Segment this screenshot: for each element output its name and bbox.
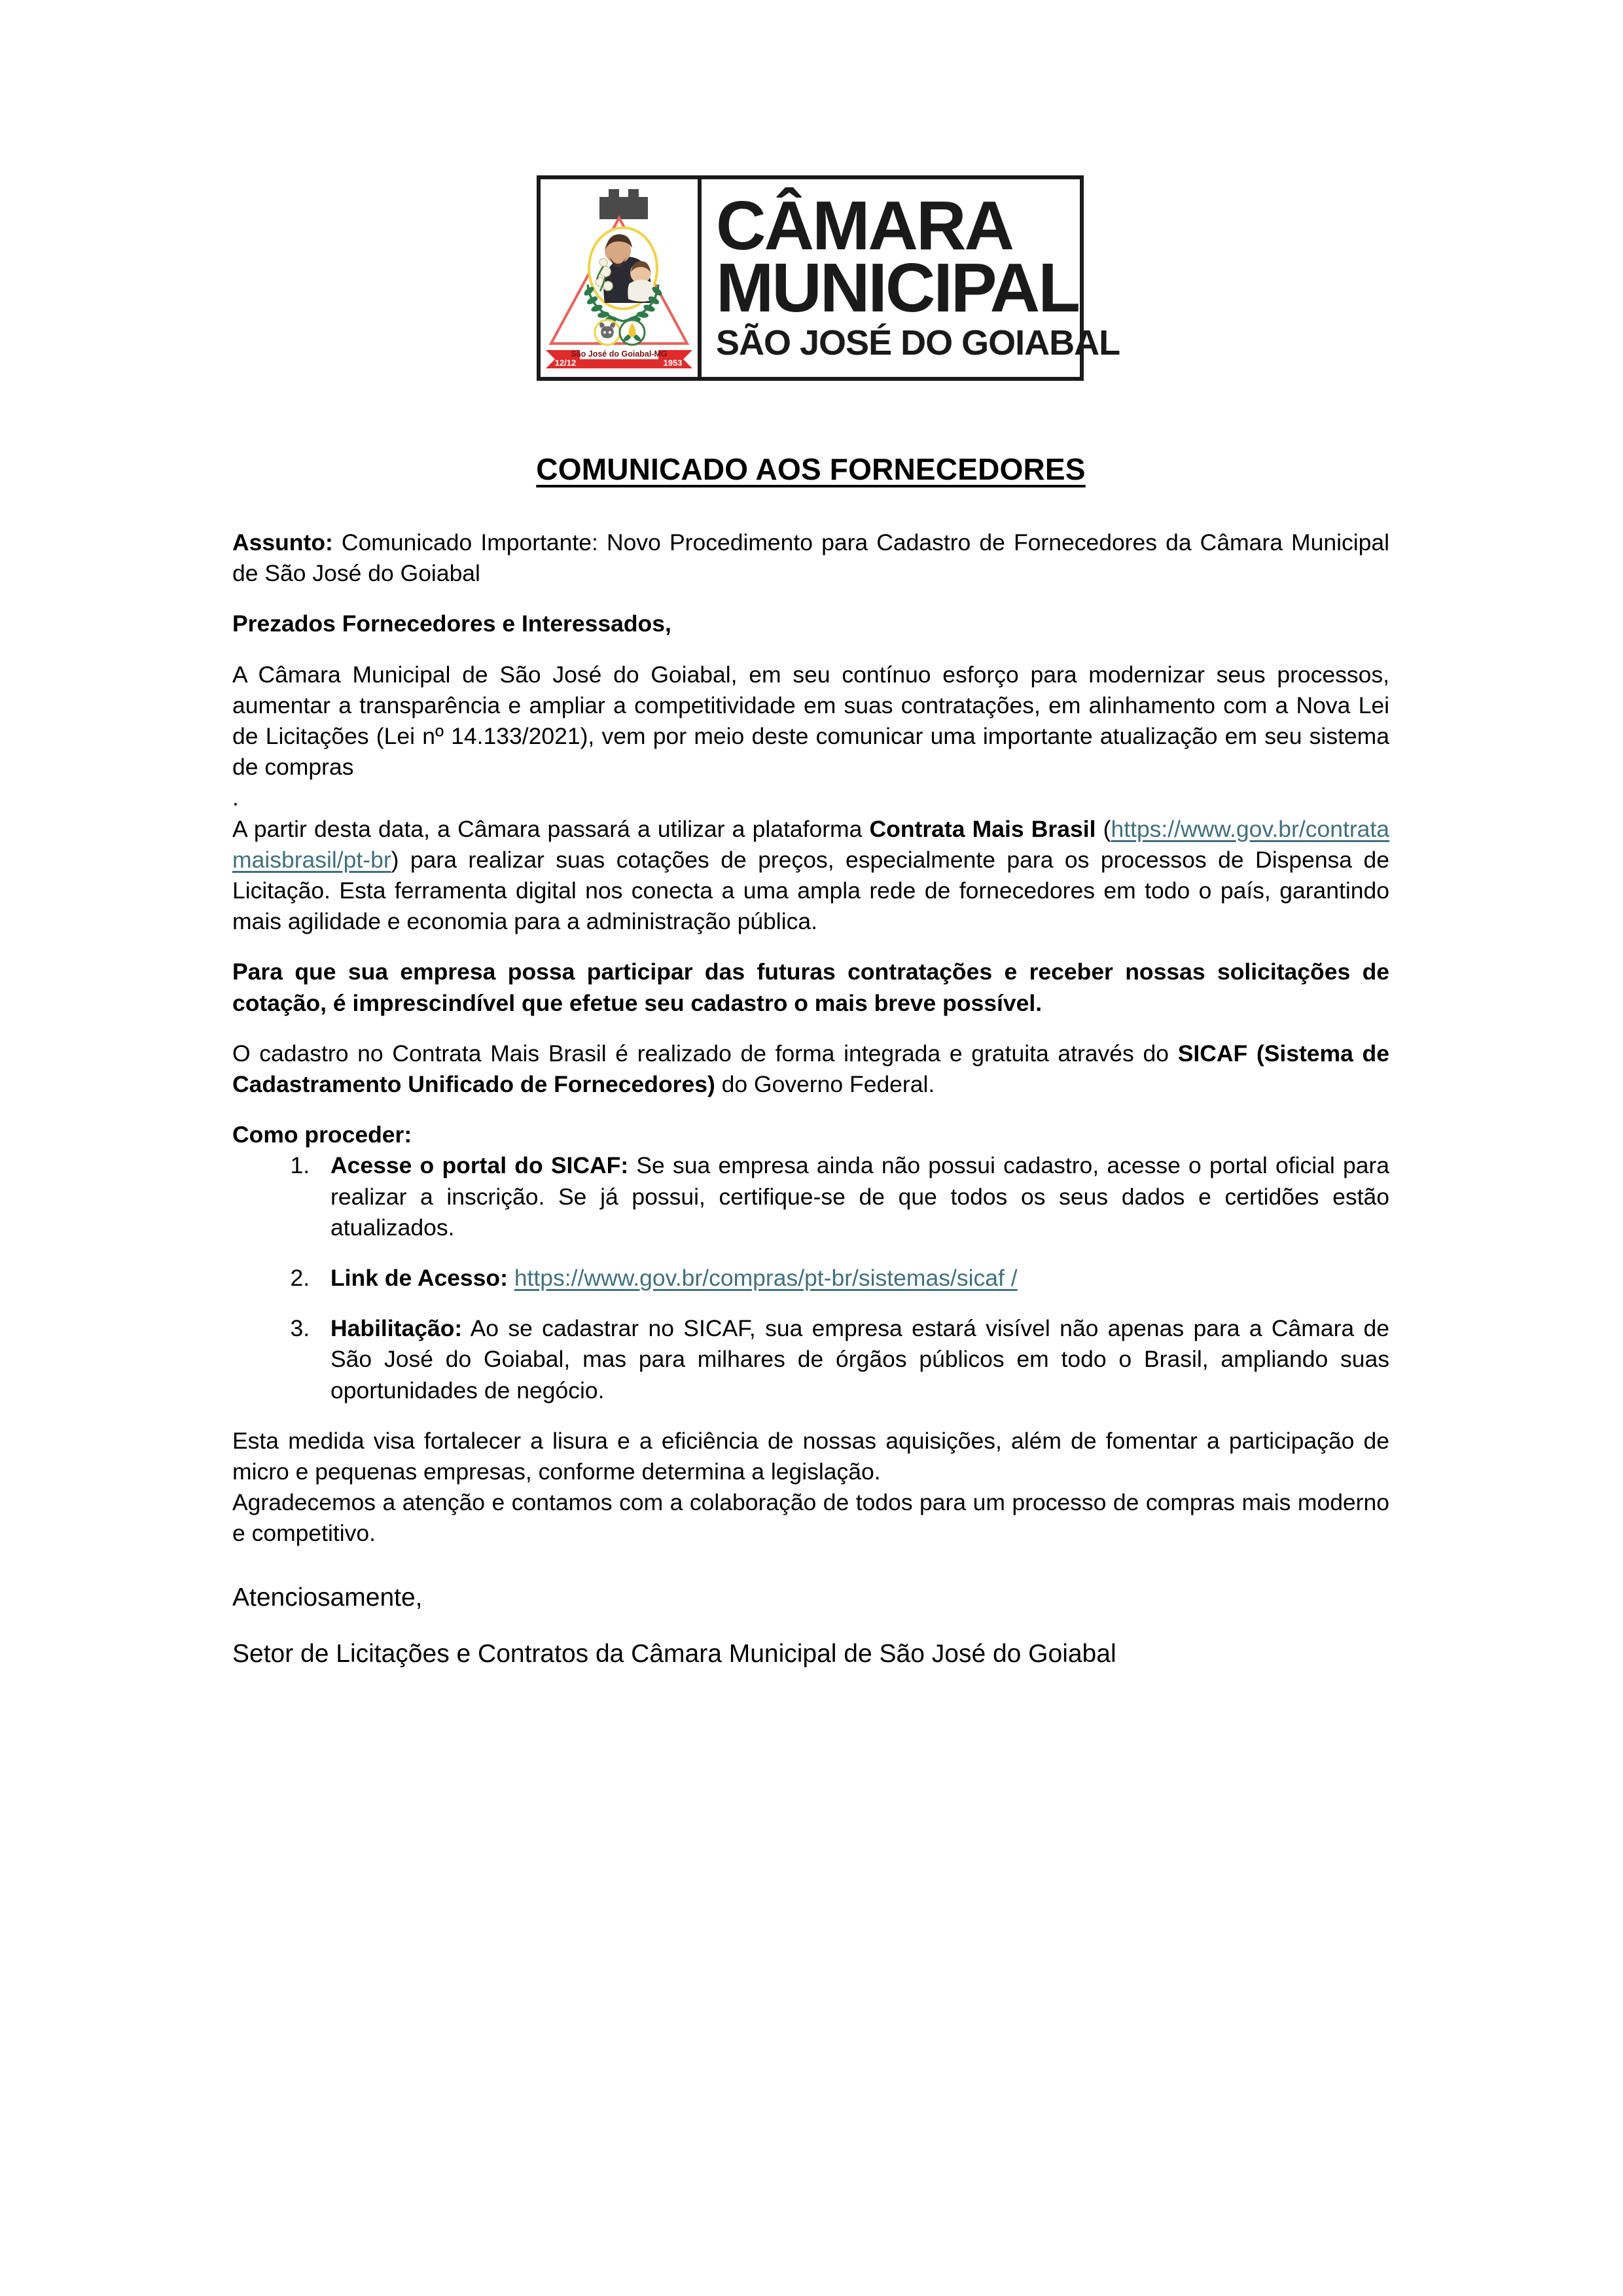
emblem-banner-left: 12/12 (554, 358, 577, 368)
camara-logo-header (537, 175, 1120, 381)
orphan-period: . (232, 785, 239, 811)
sicaf-paragraph (232, 1038, 1389, 1100)
steps-list (232, 1150, 1389, 1405)
signature-line: Setor de Licitações e Contratos da Câmara Municipal de São José do Goiabal (232, 1639, 1116, 1668)
wordmark-camara: CÂMARA (716, 186, 1013, 264)
emblem-banner-right: 1953 (663, 358, 683, 368)
paren-open: ( (1096, 815, 1111, 842)
step-3-label: Habilitação: (330, 1315, 463, 1342)
emblem-banner-center: São José do Goiabal-MG (571, 349, 668, 359)
list-item (316, 1313, 1389, 1406)
platform-text-post: ) para realizar suas cotações de preços, especialmente para os processos de Dispensa de Licitação. Esta ferramenta digital nos conecta a uma ampla rede de fornecedores em todo o país, garantindo mais agilidade e economia para a administração pública. (232, 846, 1389, 935)
subject-text: Comunicado Importante: Novo Procedimento para Cadastro de Fornecedores da Câmara Municipal de São José do Goiabal (232, 529, 1389, 587)
wordmark-municipal: MUNICIPAL (716, 249, 1079, 327)
list-item (316, 1263, 1389, 1294)
step-1-label: Acesse o portal do SICAF: (330, 1152, 629, 1179)
intro-paragraph: A Câmara Municipal de São José do Goiabal, em seu contínuo esforço para modernizar seus processos, aumentar a transparência e ampliar a competitividade em suas contratações, em alinhamento com a Nova Lei de Licitações (Lei nº 14.133/2021), vem por meio deste comunicar uma importante atualização em seu sistema de compras (232, 661, 1389, 781)
closing-paragraph-2: Agradecemos a atenção e contamos com a colaboração de todos para um processo de compras mais moderno e competitivo. (232, 1489, 1389, 1547)
step-2-text (508, 1265, 514, 1291)
step-1-text: Se sua empresa ainda não possui cadastro, acesse o portal oficial para realizar a inscrição. Se já possui, certifique-se de que todos os seus dados e certidões estão atualizados. (330, 1152, 1389, 1241)
platform-paragraph (232, 814, 1389, 938)
subject-label: Assunto: (232, 529, 333, 556)
step-2-label: Link de Acesso: (330, 1265, 508, 1292)
sicaf-fullname: SICAF (Sistema de Cadastramento Unificado de Fornecedores) (232, 1040, 1389, 1098)
municipal-coat-of-arms-icon (542, 181, 696, 375)
sicaf-text-pre: O cadastro no Contrata Mais Brasil é realizado de forma integrada e gratuita através do (232, 1040, 1178, 1067)
salutation: Prezados Fornecedores e Interessados, (232, 610, 671, 637)
wordmark-city: SÃO JOSÉ DO GOIABAL (716, 323, 1120, 363)
document-body (232, 451, 1389, 1670)
spacer (232, 1615, 1389, 1637)
closing-paragraph-1: Esta medida visa fortalecer a lisura e a eficiência de nossas aquisições, além de fomentar a participação de micro e pequenas empresas, conforme determina a legislação. (232, 1427, 1389, 1485)
subject-paragraph (232, 527, 1389, 589)
wordmark-cell (702, 179, 1120, 377)
step-3-text: Ao se cadastrar no SICAF, sua empresa estará visível não apenas para a Câmara de São José do Goiabal, mas para milhares de órgãos públicos em todo o Brasil, ampliando suas oportunidades de negócio. (330, 1315, 1389, 1404)
how-to-label: Como proceder: (232, 1122, 412, 1148)
platform-name: Contrata Mais Brasil (869, 815, 1096, 842)
contrata-mais-brasil-link[interactable]: https://www.gov.br/contratamaisbrasil/pt-br (232, 815, 1390, 873)
sicaf-text-post: do Governo Federal. (715, 1071, 935, 1098)
spacer (232, 1569, 1389, 1581)
sign-off: Atenciosamente, (232, 1583, 423, 1612)
platform-text-pre: A partir desta data, a Câmara passará a utilizar a plataforma (232, 815, 870, 842)
list-item (316, 1150, 1389, 1243)
notice-bold-paragraph: Para que sua empresa possa participar das futuras contratações e receber nossas solicitações de cotação, é imprescindível que efetue seu cadastro o mais breve possível. (232, 959, 1389, 1016)
sicaf-portal-link[interactable]: https://www.gov.br/compras/pt-br/sistemas/sicaf / (514, 1265, 1018, 1292)
emblem-cell (541, 179, 702, 377)
page-title: COMUNICADO AOS FORNECEDORES (536, 452, 1086, 486)
